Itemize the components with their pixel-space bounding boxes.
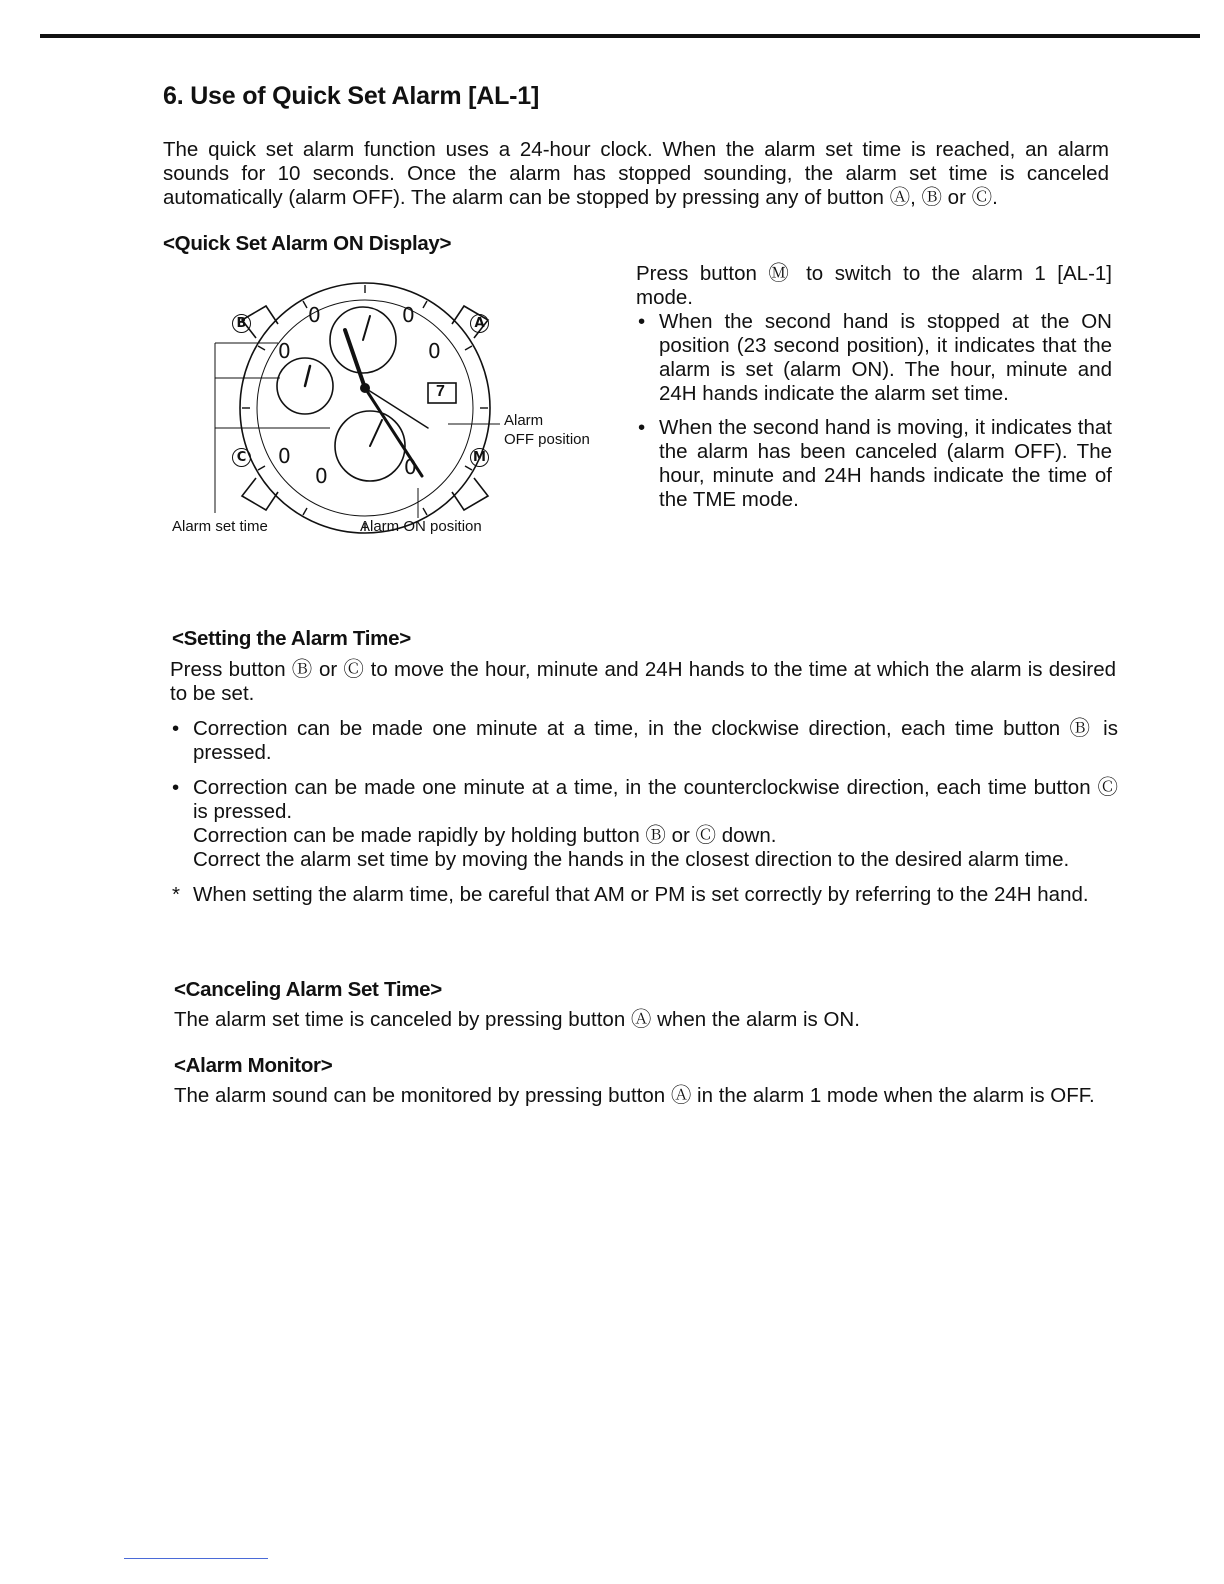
- setting-heading: <Setting the Alarm Time>: [172, 627, 411, 650]
- button-b-label: B: [232, 314, 251, 333]
- monitor-heading: <Alarm Monitor>: [174, 1054, 333, 1077]
- watch-illustration: [160, 268, 610, 548]
- svg-text:0: 0: [308, 303, 321, 327]
- intro-paragraph: The quick set alarm function uses a 24-hour clock. When the alarm set time is reached, an alarm sounds for 10 seconds. Once the alarm has stopped sounding, the alarm set time is canceled automatically (alarm OFF). The alarm can be stopped by pressing any of button Ⓐ, Ⓑ or Ⓒ.: [163, 138, 1109, 209]
- alarm-off-label-2: OFF position: [504, 431, 590, 448]
- canceling-heading: <Canceling Alarm Set Time>: [174, 978, 442, 1001]
- watch-diagram: [160, 268, 610, 548]
- svg-text:0: 0: [278, 444, 291, 468]
- button-a-label: A: [470, 314, 489, 333]
- display-bullet-1: • When the second hand is stopped at the ON position (23 second position), it indicates that the alarm is set (alarm ON). The hour, minute and 24H hands indicate the alarm set time.: [636, 310, 1112, 406]
- setting-bullet-2: • Correction can be made one minute at a time, in the counterclockwise direction, each time button Ⓒ is pressed. Correction can be made rapidly by holding button Ⓑ or Ⓒ down. Correct the alarm set time by moving the hands in the closest direction to the desired alarm time.: [170, 776, 1118, 872]
- top-rule: [40, 34, 1200, 38]
- button-m-label: M: [470, 448, 489, 467]
- subdial-bottom-hand: [370, 420, 382, 446]
- subdial-top-hand: [363, 316, 370, 340]
- button-c-label: C: [232, 448, 251, 467]
- setting-note: * When setting the alarm time, be careful that AM or PM is set correctly by referring to the 24H hand.: [170, 883, 1118, 907]
- display-bullets: [636, 310, 1112, 512]
- display-heading: <Quick Set Alarm ON Display>: [163, 232, 452, 255]
- setting-bullet-1: • Correction can be made one minute at a time, in the clockwise direction, each time button Ⓑ is pressed.: [170, 717, 1118, 765]
- hour-hand: [345, 330, 365, 388]
- pusher-c: [242, 478, 278, 510]
- alarm-on-position-label: Alarm ON position: [360, 518, 482, 535]
- setting-lead: Press button Ⓑ or Ⓒ to move the hour, minute and 24H hands to the time at which the alarm is desired to be set.: [170, 658, 1116, 705]
- monitor-text: The alarm sound can be monitored by pressing button Ⓐ in the alarm 1 mode when the alarm is OFF.: [174, 1084, 1095, 1107]
- display-bullet-2: • When the second hand is moving, it indicates that the alarm has been canceled (alarm OFF). The hour, minute and 24H hands indicate the time of the TME mode.: [636, 416, 1112, 512]
- footer-rule: [124, 1558, 268, 1559]
- svg-text:0: 0: [404, 455, 417, 479]
- date-window-value: 7: [436, 383, 445, 400]
- page-title: 6. Use of Quick Set Alarm [AL-1]: [163, 82, 540, 110]
- alarm-set-time-label: Alarm set time: [172, 518, 268, 535]
- setting-bullets: [170, 717, 1118, 907]
- center-pin: [360, 383, 370, 393]
- svg-text:0: 0: [428, 339, 441, 363]
- canceling-text: The alarm set time is canceled by pressing button Ⓐ when the alarm is ON.: [174, 1008, 860, 1031]
- svg-text:0: 0: [402, 303, 415, 327]
- alarm-off-label-1: Alarm: [504, 412, 544, 429]
- watch-bezel: [240, 283, 490, 533]
- display-lead: Press button Ⓜ to switch to the alarm 1 [AL-1] mode.: [636, 262, 1112, 309]
- 24h-hand: [305, 366, 310, 386]
- svg-text:0: 0: [278, 339, 291, 363]
- svg-text:0: 0: [315, 464, 328, 488]
- pusher-m: [452, 478, 488, 510]
